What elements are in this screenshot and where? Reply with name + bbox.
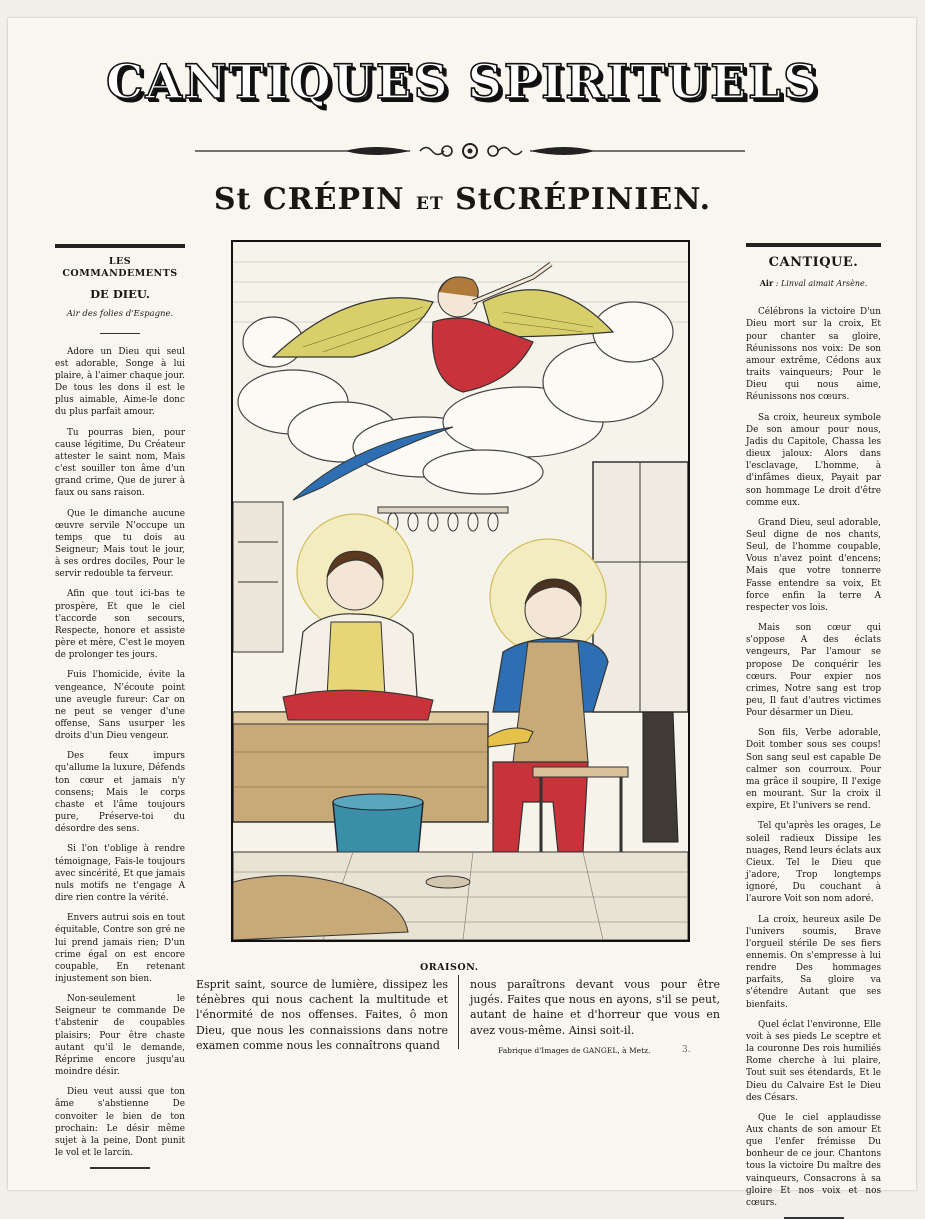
left-paragraph: Que le dimanche aucune œuvre servile N'occupe un temps que tu dois au Seigneur; Mais tout le jour, à ses ordres dociles, Pour le servir redouble ta ferveur. [55, 508, 185, 580]
right-column [746, 243, 881, 1219]
printer-imprint: Fabrique d'Images de GANGEL, à Metz. [498, 1046, 651, 1055]
boots [643, 712, 678, 842]
tool-rail [378, 507, 508, 513]
right-paragraph: Célébrons la victoire D'un Dieu mort sur la croix, Et pour chanter sa gloire, Réunissons nos voix: De son amour extrême, Cédons aux traits vainqueurs; Pour le Dieu qui nous aime, Réunissons nos cœurs. [746, 307, 881, 403]
right-heading: CANTIQUE. [768, 255, 859, 270]
subtitle-name-1: CRÉPIN [262, 182, 405, 217]
left-paragraph: Tu pourras bien, pour cause légitime, Du Créateur attester le saint nom, Mais c'est souiller ton âme d'un grand crime, Que de jurer à faux ou sans raison. [55, 427, 185, 499]
left-paragraph: Adore un Dieu qui seul est adorable, Songe à lui plaire, à l'aimer chaque jour. De tous les dons il est le plus aimable, Aime-le donc du plus parfait amour. [55, 346, 185, 418]
left-paragraph: Dieu veut aussi que ton âme s'abstienne De convoiter le bien de ton prochain: Le désir même sujet à la peine, Dont punit le vol et le larcin. [55, 1087, 185, 1158]
stool [533, 767, 628, 777]
left-end-rule [90, 1167, 150, 1169]
left-heading-2: DE DIEU. [90, 287, 150, 302]
left-small-rule [100, 333, 140, 334]
right-air-label: Air [759, 278, 774, 289]
left-top-rule [55, 244, 185, 248]
right-air-text: : Linval aimait Arsène. [775, 279, 868, 289]
left-paragraph: Non-seulement le Seigneur te commande De t'abstenir de coupables plaisirs; Pour être chaste autant qu'il le demande, Réprime encore jusqu'au moindre désir. [55, 994, 185, 1078]
left-paragraph: Des feux impurs qu'allume la luxure, Défends ton cœur et jamais n'y consens; Mais le corps chaste et l'âme toujours pure, Préserve-toi du désordre des sens. [55, 751, 185, 835]
left-paragraph: Envers autrui sois en tout équitable, Contre son gré ne lui prend jamais rien; D'un crime égal on est encore coupable, En retenant injustement son bien. [55, 913, 185, 984]
subtitle-st-2: St [455, 182, 493, 217]
left-air: Air des folies d'Espagne. [66, 309, 174, 320]
left-paragraph: Si l'on t'oblige à rendre témoignage, Fais-le toujours avec sincérité, Et que jamais nuls motifs ne t'engage A dire rien contre la vérité. [55, 844, 185, 904]
right-paragraph: Que le ciel applaudisse Aux chants de son amour Et que l'enfer frémisse Du bonheur de ce jour. Chantons tous la victoire Du maître des vainqueurs, Consacrons à sa gloire Et nos voix et nos cœurs. [746, 1112, 881, 1208]
oraison-right-text: nous paraîtrons devant vous pour être jugés. Faites que nous en ayons, s'il se peut, autant de haine et d'horreur que vous en avez vous-même. Ainsi soit-il. [470, 978, 720, 1037]
oraison-left-text: Esprit saint, source de lumière, dissipez les ténèbres qui nous cachent la multitude et l'énormité de nos offenses. Faites, ô mon Dieu, que nous les connaissions dans notre examen comme nous les connaîtrons quand [196, 978, 448, 1052]
oraison-title: ORAISON. [420, 962, 479, 973]
title-ornament [195, 140, 745, 162]
oraison-separator [458, 975, 459, 1049]
left-column [55, 244, 185, 1169]
right-paragraph: Sa croix, heureux symbole De son amour pour nous, Jadis du Capitole, Chassa les dieux jaloux: Alors dans l'esclavage, L'homme, à d'infâmes dieux, Payait par son hommage Le droit d'être comme eux. [746, 412, 881, 508]
subtitle-st-1: St [213, 182, 252, 217]
right-air [746, 277, 881, 290]
right-paragraph: Grand Dieu, seul adorable, Seul digne de nos chants, Seul, de l'homme coupable, Vous n'avez point d'encens; Mais que votre tonnerre Fasse entendre sa voix, Et force enfin la terre A respecter vos lois. [746, 517, 881, 613]
left-shelf [233, 502, 283, 652]
right-paragraph: La croix, heureux asile De l'univers soumis, Brave l'orgueil stérile De ses fiers ennemis. On s'empresse à lui rendre Des hommages parfaits, Sa gloire va s'étendre Autant que ses bienfaits. [746, 914, 881, 1010]
subtitle-et: ET [416, 194, 444, 214]
saint-left-apron [327, 622, 385, 697]
main-title: CANTIQUES SPIRITUELS [106, 55, 819, 110]
woodcut-illustration [231, 240, 690, 942]
right-top-rule [746, 243, 881, 247]
illustration-svg [233, 242, 688, 940]
right-paragraph: Mais son cœur qui s'oppose A des éclats vengeurs, Par l'amour se propose De conquérir les cœurs. Pour expier nos crimes, Notre sang est trop peu, Il faut d'autres victimes Pour désarmer un Dieu. [746, 623, 881, 719]
right-paragraph: Tel qu'après les orages, Le soleil radieux Dissipe les nuages, Rend leurs éclats aux Cieux. Tel le Dieu que j'adore, Trop longtemps ignoré, Du couchant à l'aurore Voit son nom adoré. [746, 821, 881, 905]
subtitle-name-2: CRÉPINIEN. [492, 182, 712, 217]
page-number: 3. [682, 1045, 691, 1055]
left-paragraph: Afin que tout ici-bas te prospère, Et que le ciel t'accorde son secours, Respecte, honore et assiste père et mère, C'est le moyen de prolonger tes jours. [55, 589, 185, 661]
stone [426, 876, 470, 888]
right-paragraph: Quel éclat l'environne, Elle voit à ses pieds Le sceptre et la couronne Des rois humiliés Rome cherche à lui plaire, Tout suit ses étendards, Et le Dieu du Calvaire Est le Dieu des Césars. [746, 1019, 881, 1103]
right-paragraph: Son fils, Verbe adorable, Doit tomber sous ses coups! Son sang seul est capable De calmer son courroux. Pour ma grâce il soupire, Il l'exige en mourant. Sur la croix il expire, Et l'univers se rend. [746, 728, 881, 812]
subtitle [0, 182, 925, 217]
left-heading: LES COMMANDEMENTS [62, 256, 178, 280]
left-paragraph: Fuis l'homicide, évite la vengeance, N'écoute point une aveugle fureur: Car on ne peut se venger d'une offense, Sans usurper les droits d'un Dieu vengeur. [55, 670, 185, 742]
